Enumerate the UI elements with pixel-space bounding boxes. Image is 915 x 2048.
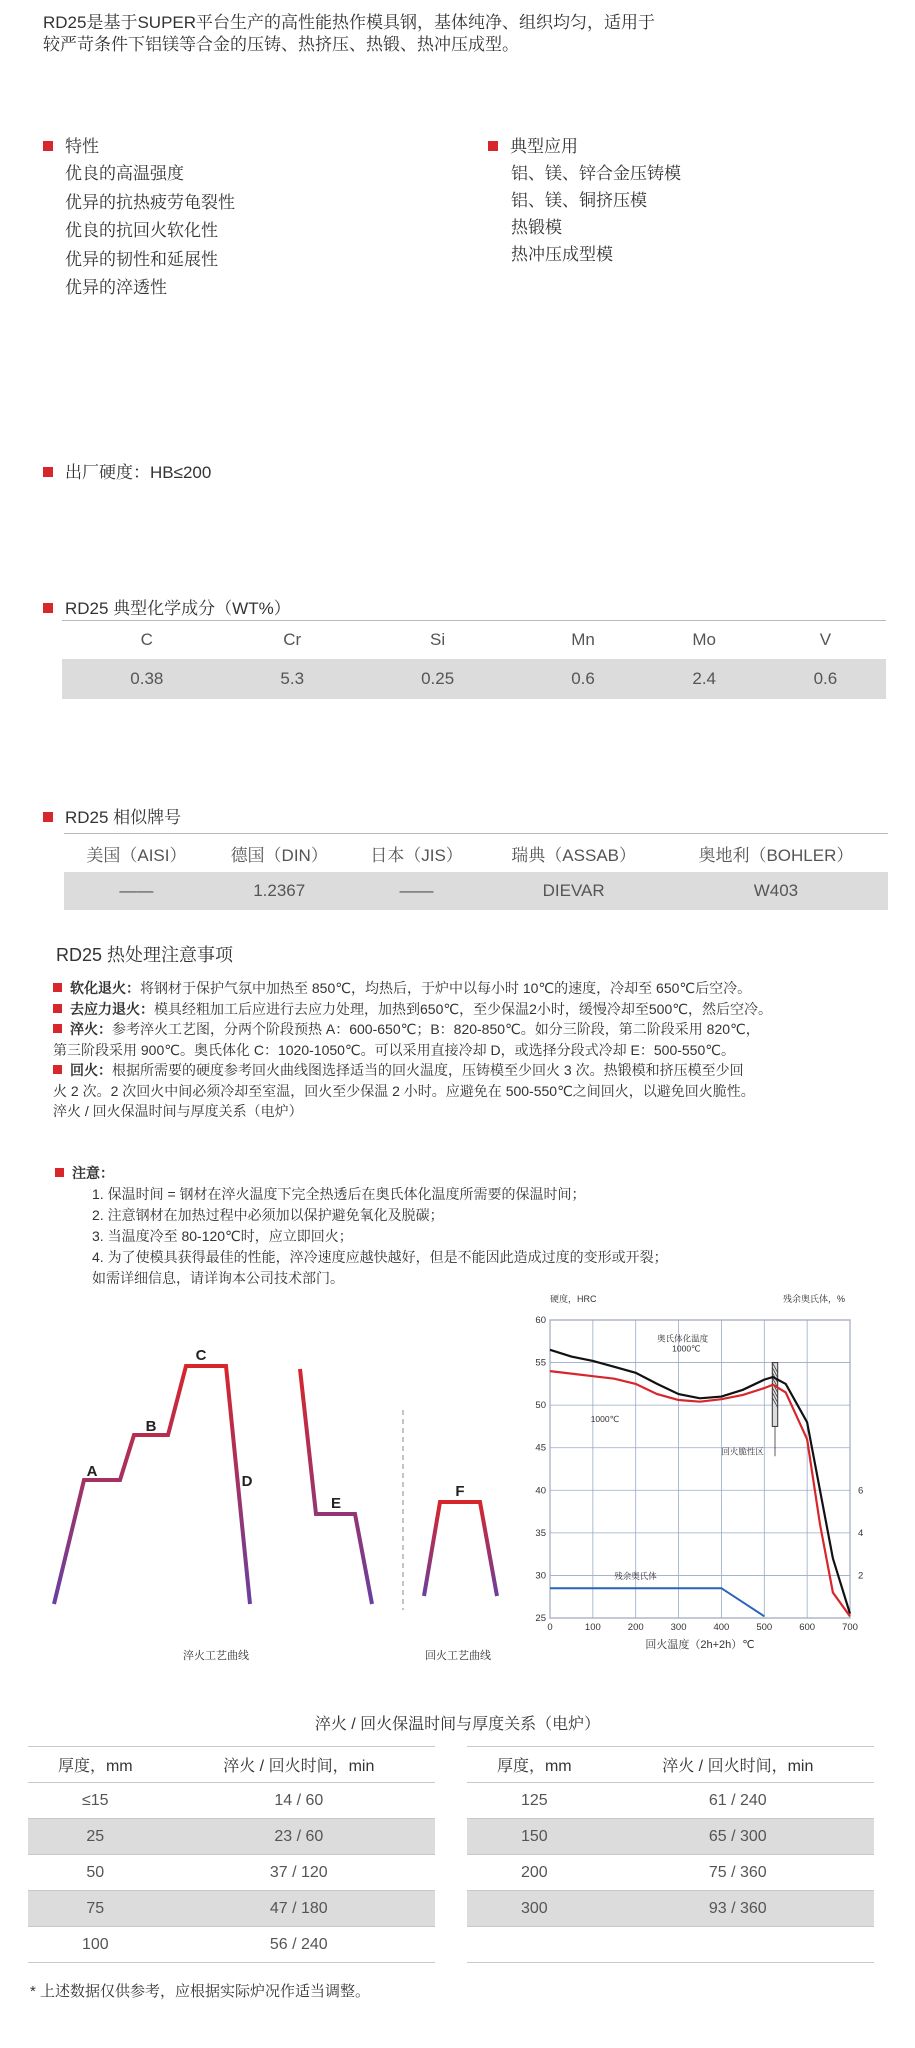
table-cell: 200: [520, 1863, 548, 1881]
temper-text-cont: 火 2 次。2 次回火中间必须冷却至室温，回火至少保温 2 小时。应避免在 500-550℃之间回火，以避免回火脆性。: [53, 1082, 755, 1099]
label-f: F: [455, 1483, 465, 1500]
label-a: A: [86, 1463, 98, 1480]
y-tick-label: 50: [535, 1400, 546, 1412]
caution-contact: 如需详细信息，请详询本公司技术部门。: [92, 1270, 344, 1286]
thickness-title: 淬火 / 回火保温时间与厚度关系（电炉）: [314, 1716, 601, 1733]
table-header-cell: Cr: [283, 630, 302, 649]
y-tick-label: 30: [535, 1570, 546, 1582]
label-b: B: [145, 1418, 157, 1435]
list-item: 铝、镁、锌合金压铸模: [511, 164, 681, 183]
composition-heading: [43, 594, 291, 619]
temper-note: [53, 1060, 873, 1081]
annotation-1000c-top: 1000℃: [672, 1343, 701, 1354]
stress-note: [53, 999, 873, 1020]
thickness-table-left: [28, 1747, 435, 1963]
series-line: [550, 1350, 850, 1614]
table-header-cell: 厚度，mm: [496, 1758, 572, 1775]
x-tick-label: 100: [584, 1622, 601, 1633]
red-square-icon: [43, 812, 53, 822]
table-row: [28, 1747, 435, 1783]
red-square-icon: [488, 141, 498, 151]
table-header-cell: 奥地利（BOHLER）: [698, 845, 854, 865]
table-cell: ——: [119, 881, 154, 900]
red-square-icon: [43, 467, 53, 477]
table-header-cell: Mo: [692, 630, 716, 649]
series-line: [550, 1371, 850, 1616]
table-cell: ——: [399, 881, 434, 900]
y-tick-label: 45: [535, 1442, 546, 1454]
series-line: [550, 1588, 764, 1616]
chart-series: [550, 1350, 850, 1617]
table-cell: 5.3: [280, 669, 305, 688]
table-header-cell: 瑞典（ASSAB）: [511, 845, 636, 865]
table-row: [62, 659, 886, 699]
table-header-cell: C: [140, 630, 153, 649]
plot-frame: [550, 1320, 850, 1618]
table-row: [28, 1891, 435, 1927]
quench-text-cont: 第三阶段采用 900℃。奥氏体化 C：1020-1050℃。可以采用直接冷却 D，或选择分段式冷却 E：500-550℃。: [53, 1041, 735, 1058]
table-row: [467, 1819, 874, 1855]
table-cell: 100: [81, 1935, 109, 1953]
y-tick-label: 40: [535, 1485, 546, 1497]
hardness-heading: [43, 458, 211, 483]
stress-label: 去应力退火：: [70, 1000, 154, 1017]
intro-paragraph: [43, 12, 873, 56]
list-item: 优良的高温强度: [65, 164, 184, 183]
quench-text: 参考淬火工艺图，分两个阶段预热 A：600-650℃；B：820-850℃。如分三阶段，第二阶段采用 820℃，: [112, 1021, 760, 1037]
table-cell: [467, 1927, 602, 1963]
table-row: [467, 1927, 874, 1963]
list-item: 热锻模: [511, 218, 562, 237]
process-diagrams: [40, 1320, 510, 1650]
y2-tick-label: 2: [858, 1570, 864, 1582]
red-square-icon: [53, 1024, 62, 1033]
y-tick-label: 60: [535, 1315, 546, 1326]
thickness-table-right: [467, 1747, 874, 1963]
x-tick-label: 300: [670, 1622, 687, 1633]
x-axis-label: 回火温度（2h+2h）℃: [645, 1639, 755, 1651]
table-header-cell: 美国（AISI）: [86, 845, 187, 865]
label-d: D: [241, 1473, 253, 1490]
table-cell: 61 / 240: [708, 1791, 767, 1809]
table-cell: 0.25: [421, 669, 455, 688]
table-row: [64, 872, 888, 910]
table-cell: 125: [520, 1791, 548, 1809]
table-row: [28, 1783, 435, 1819]
table-header-cell: 淬火 / 回火时间，min: [223, 1758, 375, 1775]
table-cell: 37 / 120: [269, 1863, 328, 1881]
table-cell: 93 / 360: [708, 1899, 767, 1917]
y2-tick-label: 6: [858, 1485, 864, 1497]
caution-item: 2. 注意钢材在加热过程中必须加以保护避免氧化及脱碳；: [92, 1207, 444, 1223]
grades-table: [64, 834, 888, 910]
heat-treatment-notes: [53, 978, 873, 1122]
intro-line-1: RD25是基于SUPER平台生产的高性能热作模具钢，基体纯净、组织均匀，适用于: [43, 13, 656, 32]
features-list: [65, 160, 235, 303]
table-cell: 75 / 360: [708, 1863, 767, 1881]
table-header-cell: 德国（DIN）: [230, 845, 328, 865]
temper-text: 根据所需要的硬度参考回火曲线图选择适当的回火温度，压铸模至少回火 3 次。热锻模和挤压模至少回: [112, 1062, 744, 1078]
table-cell: 0.6: [813, 669, 838, 688]
quench-caption: 淬火工艺曲线: [183, 1650, 249, 1662]
quench-curve-right: [300, 1369, 372, 1604]
table-header-cell: V: [819, 630, 832, 649]
table-row: [28, 1927, 435, 1963]
list-item: 热冲压成型模: [511, 245, 613, 264]
table-header-cell: 日本（JIS）: [370, 845, 463, 865]
features-heading: [43, 132, 99, 157]
caution-title: 注意：: [72, 1165, 114, 1181]
y2-axis-label: 残余奥氏体，%: [782, 1294, 845, 1304]
table-header-cell: 厚度，mm: [57, 1758, 133, 1775]
list-item: 优异的抗热疲劳龟裂性: [65, 192, 235, 212]
quench-curve: [54, 1366, 250, 1604]
table-cell: 56 / 240: [269, 1935, 328, 1953]
table-row: [467, 1891, 874, 1927]
x-tick-label: 0: [547, 1622, 553, 1633]
annotation-austenitize: 奥氏体化温度: [657, 1333, 709, 1344]
table-header-cell: Si: [430, 630, 446, 649]
table-cell: 150: [520, 1827, 548, 1845]
x-tick-label: 400: [713, 1622, 730, 1633]
table-cell: 300: [520, 1899, 548, 1917]
footnote: * 上述数据仅供参考，应根据实际炉况作适当调整。: [30, 1983, 371, 2000]
table-cell: 75: [86, 1899, 105, 1917]
y-tick-label: 25: [535, 1613, 546, 1624]
stress-text: 模具经粗加工后应进行去应力处理，加热到650℃，至少保温2小时，缓慢冷却至500℃，然后空冷。: [154, 1000, 772, 1017]
x-tick-label: 700: [842, 1622, 858, 1633]
red-square-icon: [53, 1065, 62, 1074]
quench-label: 淬火：: [70, 1021, 112, 1037]
annotation-brittle-zone: 回火脆性区: [721, 1446, 764, 1457]
table-row: [62, 621, 886, 659]
quench-note: [53, 1019, 873, 1040]
tempering-chart: [505, 1290, 880, 1655]
composition-title: RD25 典型化学成分（WT%）: [65, 599, 291, 618]
annealing-text: 将钢材于保护气氛中加热至 850℃，均热后，于炉中以每小时 10℃的速度，冷却至 650℃后空冷。: [140, 980, 752, 996]
table-cell: 23 / 60: [274, 1827, 324, 1845]
annotation-1000c-bottom: 1000℃: [590, 1414, 620, 1425]
intro-line-2: 较严苛条件下铝镁等合金的压铸、热挤压、热锻、热冲压成型。: [43, 35, 519, 54]
caution-block: [55, 1163, 668, 1289]
relation-text: 淬火 / 回火保温时间与厚度关系（电炉）: [53, 1103, 303, 1119]
y-tick-label: 55: [535, 1357, 546, 1369]
table-cell: [602, 1927, 874, 1963]
applications-list: [511, 160, 681, 268]
red-square-icon: [53, 983, 62, 992]
hardness-label: 出厂硬度：HB≤200: [65, 463, 212, 482]
chart-grid: [550, 1320, 850, 1618]
temper-label: 回火：: [70, 1062, 112, 1078]
table-row: [467, 1783, 874, 1819]
x-tick-label: 200: [627, 1622, 644, 1633]
table-row: [28, 1855, 435, 1891]
table-header-cell: Mn: [571, 630, 595, 649]
table-cell: 14 / 60: [274, 1791, 324, 1809]
caution-item: 3. 当温度冷至 80-120℃时，应立即回火；: [92, 1228, 353, 1244]
x-tick-label: 500: [756, 1622, 773, 1633]
heat-treatment-title: RD25 热处理注意事项: [56, 945, 234, 965]
y2-tick-label: 4: [858, 1527, 864, 1539]
table-cell: 0.38: [130, 669, 164, 688]
annotation-retained-austenite: 残余奥氏体: [614, 1570, 657, 1581]
table-row: [467, 1747, 874, 1783]
table-cell: 25: [86, 1827, 105, 1845]
applications-heading: [488, 132, 578, 157]
y-tick-label: 35: [535, 1527, 546, 1539]
table-cell: 0.6: [571, 669, 595, 688]
grades-title: RD25 相似牌号: [65, 808, 182, 827]
list-item: 优异的韧性和延展性: [65, 249, 218, 269]
temper-curve: [424, 1502, 497, 1596]
caution-heading: [55, 1163, 668, 1184]
table-row: [64, 834, 888, 872]
composition-table: [62, 621, 886, 699]
table-cell: 47 / 180: [269, 1899, 328, 1917]
x-tick-label: 600: [799, 1622, 816, 1633]
table-cell: DIEVAR: [542, 881, 605, 900]
table-cell: W403: [753, 881, 799, 900]
table-row: [28, 1819, 435, 1855]
table-cell: 50: [86, 1863, 105, 1881]
red-square-icon: [43, 141, 53, 151]
red-square-icon: [55, 1168, 64, 1177]
table-row: [467, 1855, 874, 1891]
list-item: 优良的抗回火软化性: [65, 221, 218, 240]
caution-item: 4. 为了使模具获得最佳的性能，淬冷速度应越快越好，但是不能因此造成过度的变形或开裂；: [92, 1249, 668, 1265]
table-cell: 1.2367: [253, 881, 306, 900]
table-cell: 65 / 300: [708, 1827, 767, 1845]
table-cell: ≤15: [82, 1791, 109, 1809]
table-cell: 2.4: [692, 669, 716, 688]
red-square-icon: [53, 1004, 62, 1013]
temper-caption: 回火工艺曲线: [425, 1650, 491, 1662]
grades-heading: [43, 803, 181, 828]
annealing-label: 软化退火：: [70, 980, 140, 996]
annealing-note: [53, 978, 873, 999]
y-axis-label: 硬度，HRC: [550, 1294, 597, 1304]
applications-title: 典型应用: [510, 137, 578, 156]
list-item: 优异的淬透性: [65, 278, 167, 297]
label-c: C: [195, 1347, 207, 1364]
list-item: 铝、镁、铜挤压模: [511, 191, 647, 210]
red-square-icon: [43, 603, 53, 613]
label-e: E: [330, 1495, 342, 1512]
features-title: 特性: [65, 137, 99, 156]
caution-item: 1. 保温时间 = 钢材在淬火温度下完全热透后在奥氏体化温度所需要的保温时间；: [92, 1186, 586, 1202]
table-header-cell: 淬火 / 回火时间，min: [662, 1758, 814, 1775]
